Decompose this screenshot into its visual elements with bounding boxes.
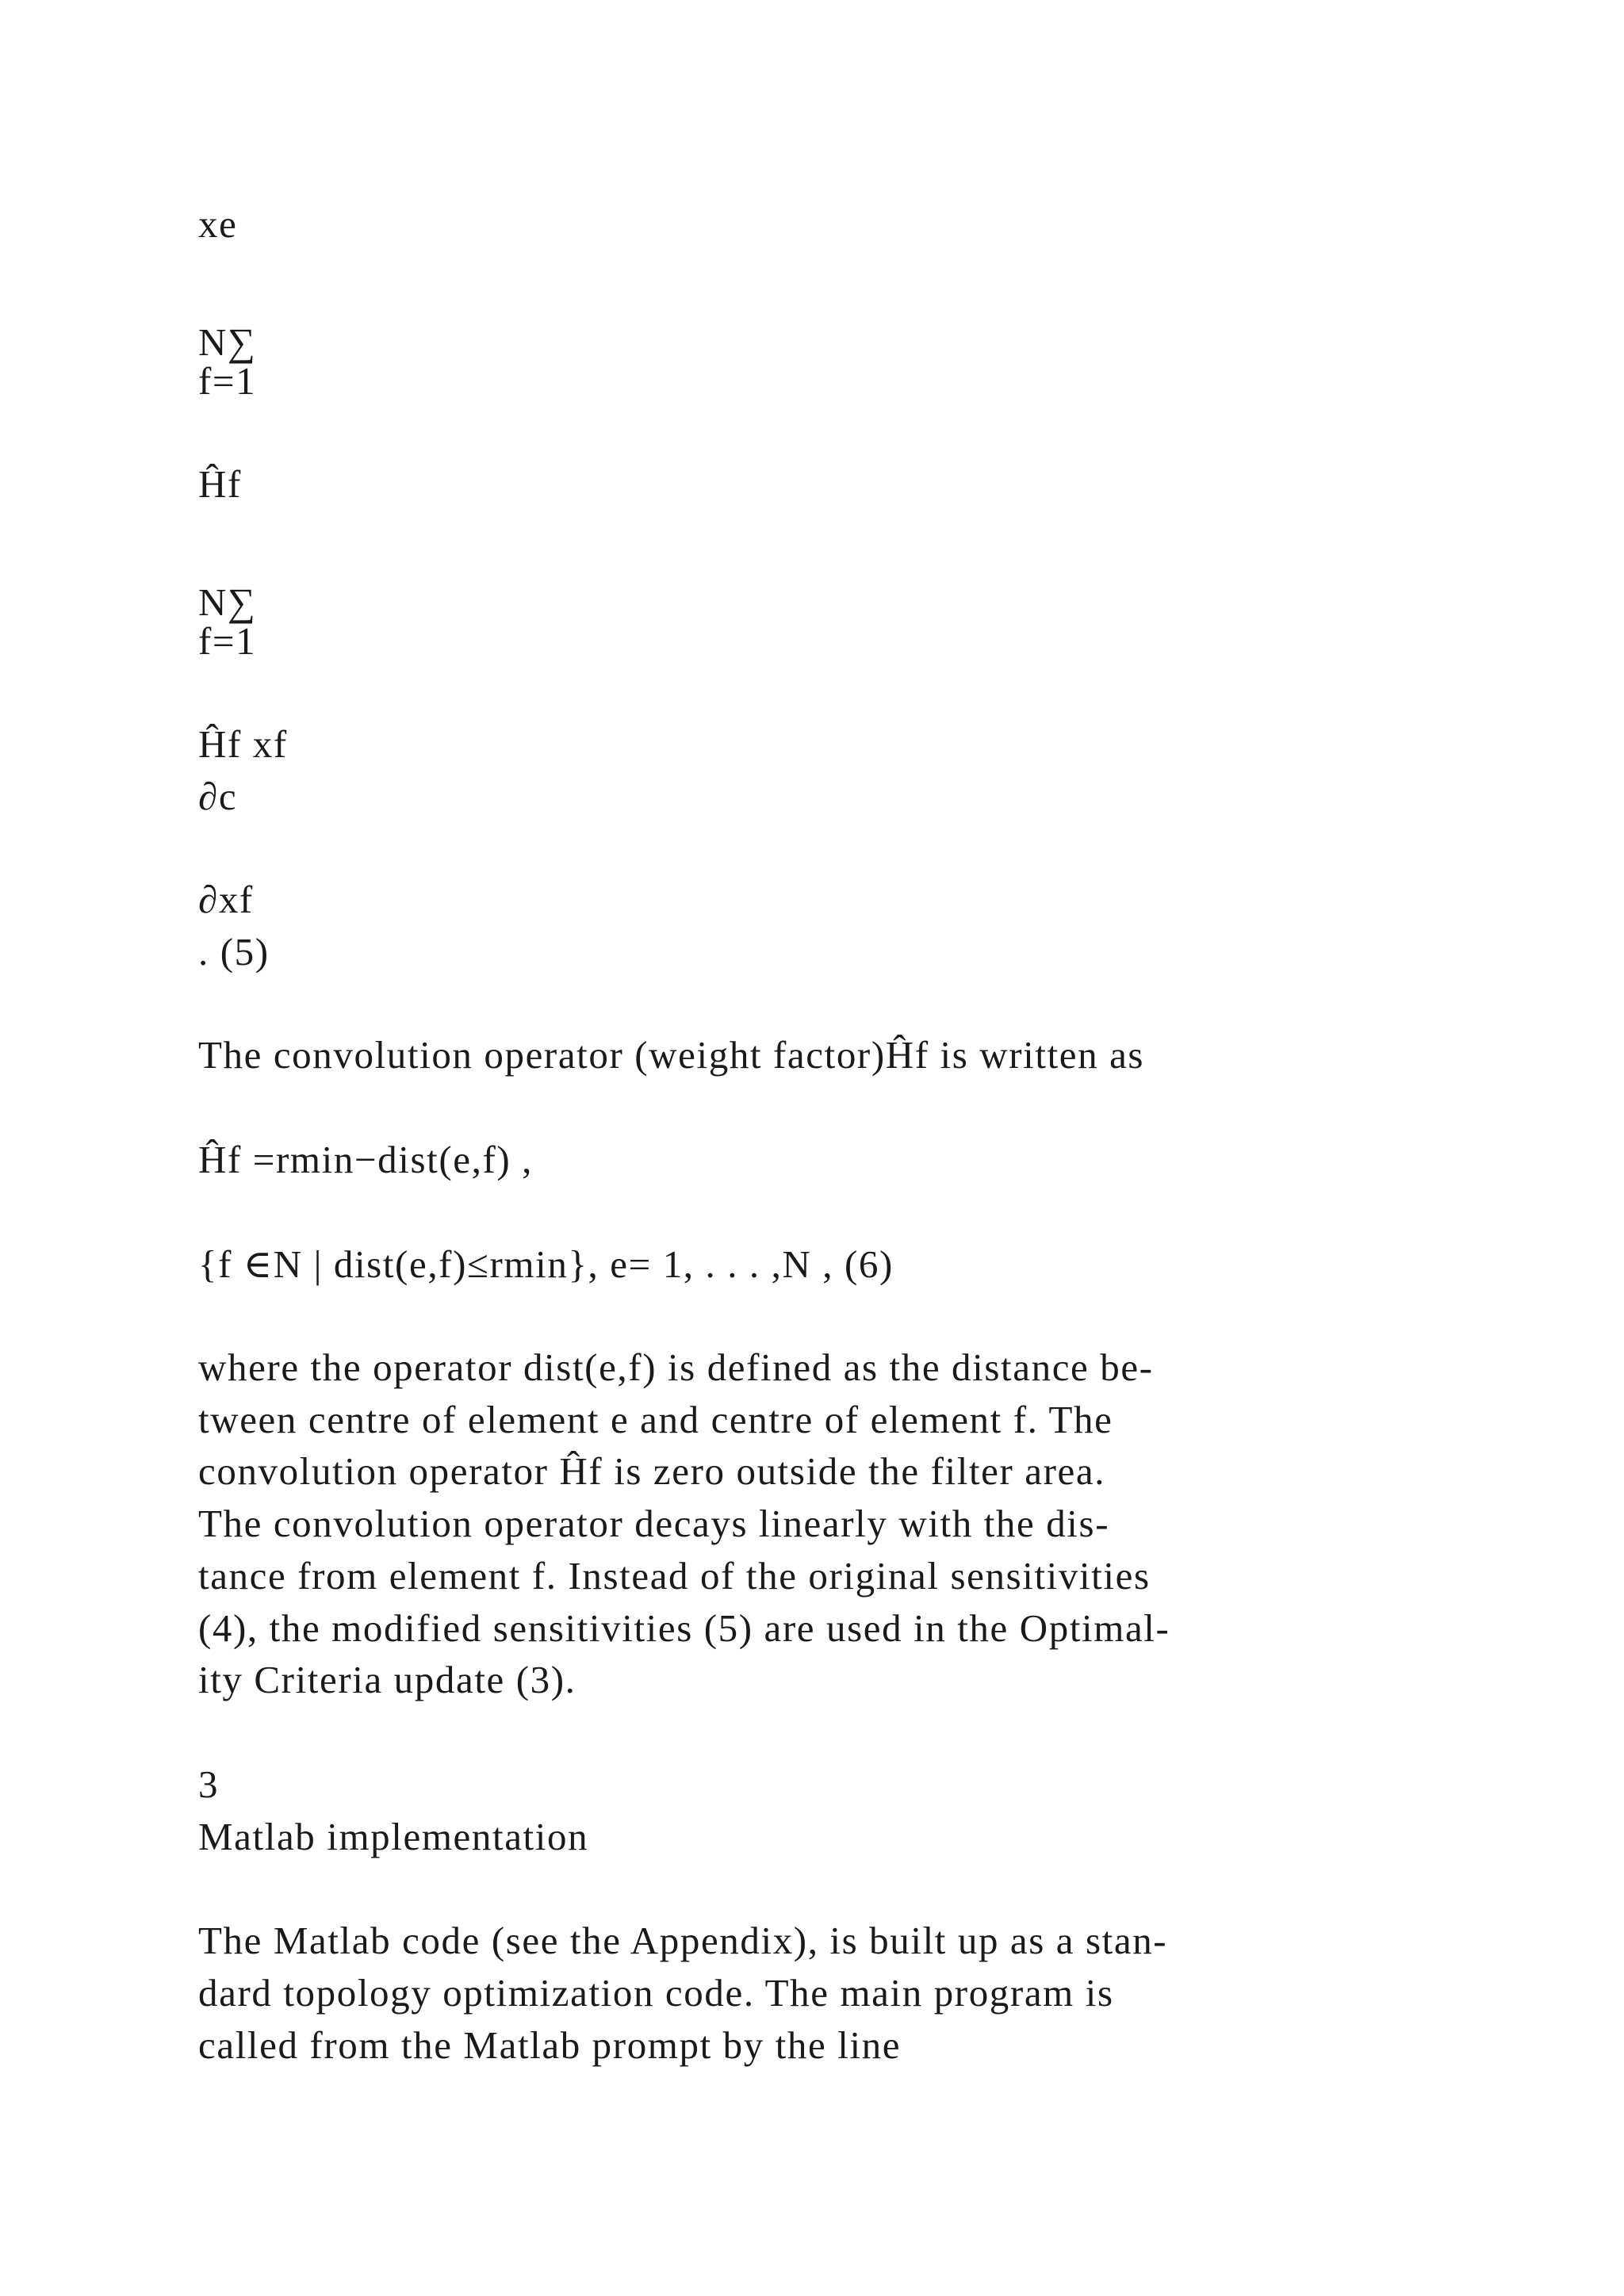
convolution-intro: The convolution operator (weight factor)Ĥf is written as bbox=[198, 1033, 1145, 1077]
eq5-xe: xe bbox=[198, 202, 238, 246]
eq5-partial-c: ∂c bbox=[198, 775, 238, 818]
eq5-sum-denominator: N∑ bbox=[198, 580, 257, 624]
paragraph-where-line: The convolution operator decays linearly with the dis- bbox=[198, 1502, 1110, 1545]
eq5-index-denominator: f=1 bbox=[198, 619, 257, 663]
paragraph-matlab-line: dard topology optimization code. The main program is bbox=[198, 1971, 1114, 2015]
eq5-hf: Ĥf bbox=[198, 462, 242, 506]
paragraph-where-line: tance from element f. Instead of the original sensitivities bbox=[198, 1554, 1151, 1598]
eq6-line2: {f ∈N | dist(e,f)≤rmin}, e= 1, . . . ,N , (6) bbox=[198, 1242, 894, 1286]
paragraph-matlab-line: called from the Matlab prompt by the line bbox=[198, 2023, 902, 2067]
section-number: 3 bbox=[198, 1762, 220, 1806]
eq5-index-numerator: f=1 bbox=[198, 359, 257, 403]
paragraph-matlab-line: The Matlab code (see the Appendix), is built up as a stan- bbox=[198, 1919, 1168, 1962]
eq5-hf-xf: Ĥf xf bbox=[198, 722, 288, 766]
paragraph-where-line: (4), the modified sensitivities (5) are used in the Optimal- bbox=[198, 1606, 1170, 1650]
eq5-number: . (5) bbox=[198, 930, 270, 974]
paragraph-where-line: where the operator dist(e,f) is defined as the distance be- bbox=[198, 1345, 1154, 1389]
section-title: Matlab implementation bbox=[198, 1815, 589, 1858]
eq6-line1: Ĥf =rmin−dist(e,f) , bbox=[198, 1138, 534, 1181]
paragraph-where-line: ity Criteria update (3). bbox=[198, 1658, 576, 1701]
paragraph-where-line: tween centre of element e and centre of element f. The bbox=[198, 1398, 1113, 1441]
eq5-partial-xf: ∂xf bbox=[198, 878, 254, 921]
eq5-sum-numerator: N∑ bbox=[198, 320, 257, 364]
paragraph-where-line: convolution operator Ĥf is zero outside the filter area. bbox=[198, 1449, 1106, 1493]
